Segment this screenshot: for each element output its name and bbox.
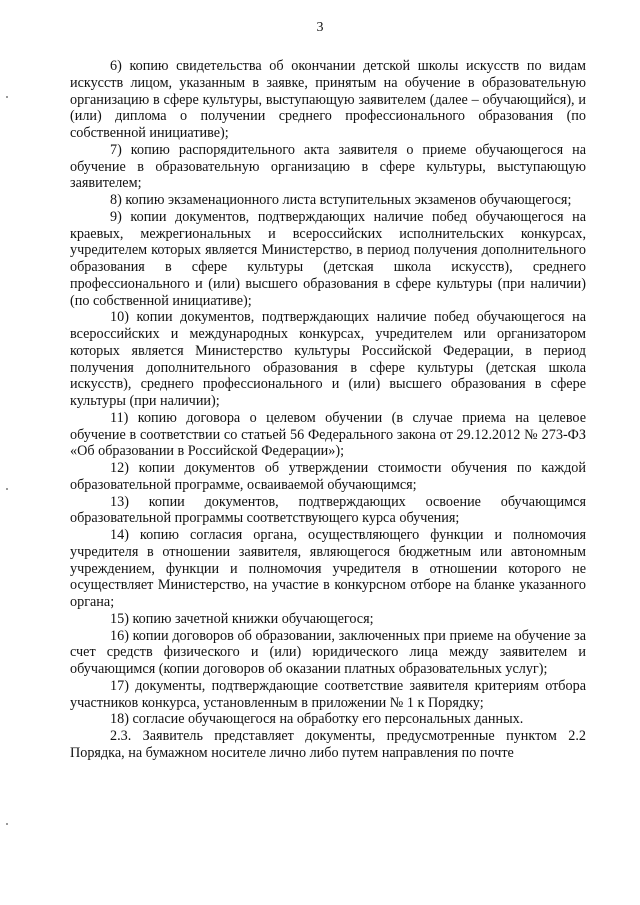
page-number: 3: [316, 20, 324, 35]
paragraph-item-11: 11) копию договора о целевом обучении (в случае приема на целевое обучение в соответствии со статьей 56 Федерального закона от 29.12.2012 № 273-ФЗ «Об образовании в Российской Федерации»);: [70, 409, 586, 460]
document-body: [70, 58, 586, 762]
scan-speck: [6, 823, 8, 825]
paragraph-section-2-3: 2.3. Заявитель представляет документы, предусмотренные пунктом 2.2 Порядка, на бумажном носителе лично либо путем направления по почте: [70, 728, 586, 761]
paragraph-item-14: 14) копию согласия органа, осуществляющего функции и полномочия учредителя в отношении заявителя, являющегося бюджетным или автономным учреждением, функции и полномочия учредителя в отношении которого не осуществляет Министерство, на участие в конкурсном отборе на бланке указанного органа;: [70, 527, 586, 610]
paragraph-item-16: 16) копии договоров об образовании, заключенных при приеме на обучение за счет средств физического и (или) юридического лица между заявителем и обучающимся (копии договоров об оказании платных образовательных услуг);: [70, 627, 586, 677]
paragraph-item-9: 9) копии документов, подтверждающих наличие побед обучающегося на краевых, межрегиональных и всероссийских исполнительских конкурсах, учредителем которых является Министерство, в период получения дополнительного образования в сфере культуры (детская школа искусств), среднего профессионального и (или) высшего образования в сфере культуры (при наличии) (по собственной инициативе);: [70, 208, 586, 309]
paragraph-item-13: 13) копии документов, подтверждающих освоение обучающимся образовательной программы соответствующего курса обучения;: [70, 493, 586, 527]
scan-speck: [6, 488, 8, 490]
scan-speck: [6, 96, 8, 98]
paragraph-item-7: 7) копию распорядительного акта заявителя о приеме обучающегося на обучение в образовательную организацию в сфере культуры, выступающую заявителем;: [70, 141, 586, 192]
paragraph-item-6: 6) копию свидетельства об окончании детской школы искусств по видам искусств лицом, указанным в заявке, принятым на обучение в образовательную организацию в сфере культуры, выступающую заявителем (далее – обучающийся), и (или) диплома о получении среднего профессионального образования (по собственной инициативе);: [70, 58, 586, 141]
paragraph-item-18: 18) согласие обучающегося на обработку его персональных данных.: [110, 711, 524, 728]
paragraph-item-17: 17) документы, подтверждающие соответствие заявителя критериям отбора участников конкурса, установленным в приложении № 1 к Порядку;: [70, 677, 586, 711]
paragraph-item-8: 8) копию экзаменационного листа вступительных экзаменов обучающегося;: [110, 192, 572, 208]
paragraph-item-15: 15) копию зачетной книжки обучающегося;: [110, 610, 374, 627]
paragraph-item-12: 12) копии документов об утверждении стоимости обучения по каждой образовательной программе, осваиваемой обучающимся;: [70, 460, 586, 493]
paragraph-item-10: 10) копии документов, подтверждающих наличие побед обучающегося на всероссийских и международных конкурсах, учредителем или организатором которых является Министерство культуры Российской Федерации, в период получения дополнительного образования в сфере культуры (детская школа искусств), среднего профессионального и (или) высшего образования в сфере культуры (при наличии);: [70, 309, 586, 409]
